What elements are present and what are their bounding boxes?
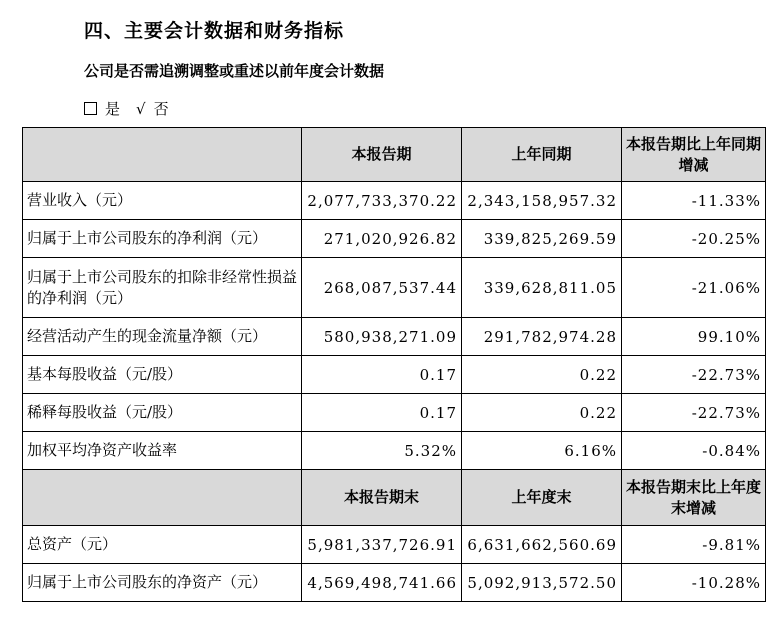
row-previous: 339,825,269.59 <box>462 220 622 258</box>
section-heading: 四、主要会计数据和财务指标 <box>84 20 345 42</box>
restatement-choice <box>84 98 169 119</box>
row-change: -22.73% <box>622 394 766 432</box>
header-previous-period: 上年同期 <box>462 128 622 182</box>
choice-no-label: 否 <box>153 100 169 118</box>
section-subheading: 公司是否需追溯调整或重述以前年度会计数据 <box>84 62 385 80</box>
row-current: 580,938,271.09 <box>302 318 462 356</box>
row-label: 经营活动产生的现金流量净额（元） <box>23 318 302 356</box>
row-previous: 2,343,158,957.32 <box>462 182 622 220</box>
unchecked-box-icon <box>84 102 97 115</box>
row-change: -9.81% <box>622 526 766 564</box>
table-row <box>23 258 766 318</box>
row-change: -20.25% <box>622 220 766 258</box>
row-previous: 291,782,974.28 <box>462 318 622 356</box>
row-label: 归属于上市公司股东的净资产（元） <box>23 564 302 602</box>
table-row <box>23 182 766 220</box>
row-label: 归属于上市公司股东的扣除非经常性损益的净利润（元） <box>23 258 302 318</box>
header-period-end: 本报告期末 <box>302 470 462 526</box>
row-current: 268,087,537.44 <box>302 258 462 318</box>
row-current: 2,077,733,370.22 <box>302 182 462 220</box>
check-mark-icon: √ <box>136 99 146 118</box>
row-change: -0.84% <box>622 432 766 470</box>
table-row <box>23 564 766 602</box>
row-previous: 0.22 <box>462 394 622 432</box>
header-blank <box>23 128 302 182</box>
table2-header-row <box>23 470 766 526</box>
row-change: -21.06% <box>622 258 766 318</box>
table-row <box>23 432 766 470</box>
row-change: -10.28% <box>622 564 766 602</box>
row-label: 总资产（元） <box>23 526 302 564</box>
table-row <box>23 318 766 356</box>
row-label: 基本每股收益（元/股） <box>23 356 302 394</box>
table-row <box>23 356 766 394</box>
row-label: 加权平均净资产收益率 <box>23 432 302 470</box>
row-current: 5.32% <box>302 432 462 470</box>
table-row <box>23 394 766 432</box>
financial-data-table <box>22 127 766 602</box>
row-label: 归属于上市公司股东的净利润（元） <box>23 220 302 258</box>
row-current: 271,020,926.82 <box>302 220 462 258</box>
table1-header-row <box>23 128 766 182</box>
row-previous: 0.22 <box>462 356 622 394</box>
choice-yes-label: 是 <box>105 100 121 118</box>
row-previous: 6,631,662,560.69 <box>462 526 622 564</box>
row-label: 稀释每股收益（元/股） <box>23 394 302 432</box>
row-previous: 339,628,811.05 <box>462 258 622 318</box>
header-change: 本报告期末比上年度末增减 <box>622 470 766 526</box>
row-change: -11.33% <box>622 182 766 220</box>
row-change: -22.73% <box>622 356 766 394</box>
header-change: 本报告期比上年同期增减 <box>622 128 766 182</box>
row-current: 5,981,337,726.91 <box>302 526 462 564</box>
row-current: 0.17 <box>302 356 462 394</box>
header-current-period: 本报告期 <box>302 128 462 182</box>
row-current: 0.17 <box>302 394 462 432</box>
table-row <box>23 220 766 258</box>
header-previous-year-end: 上年度末 <box>462 470 622 526</box>
row-label: 营业收入（元） <box>23 182 302 220</box>
row-previous: 6.16% <box>462 432 622 470</box>
row-current: 4,569,498,741.66 <box>302 564 462 602</box>
header-blank <box>23 470 302 526</box>
table-row <box>23 526 766 564</box>
row-previous: 5,092,913,572.50 <box>462 564 622 602</box>
row-change: 99.10% <box>622 318 766 356</box>
